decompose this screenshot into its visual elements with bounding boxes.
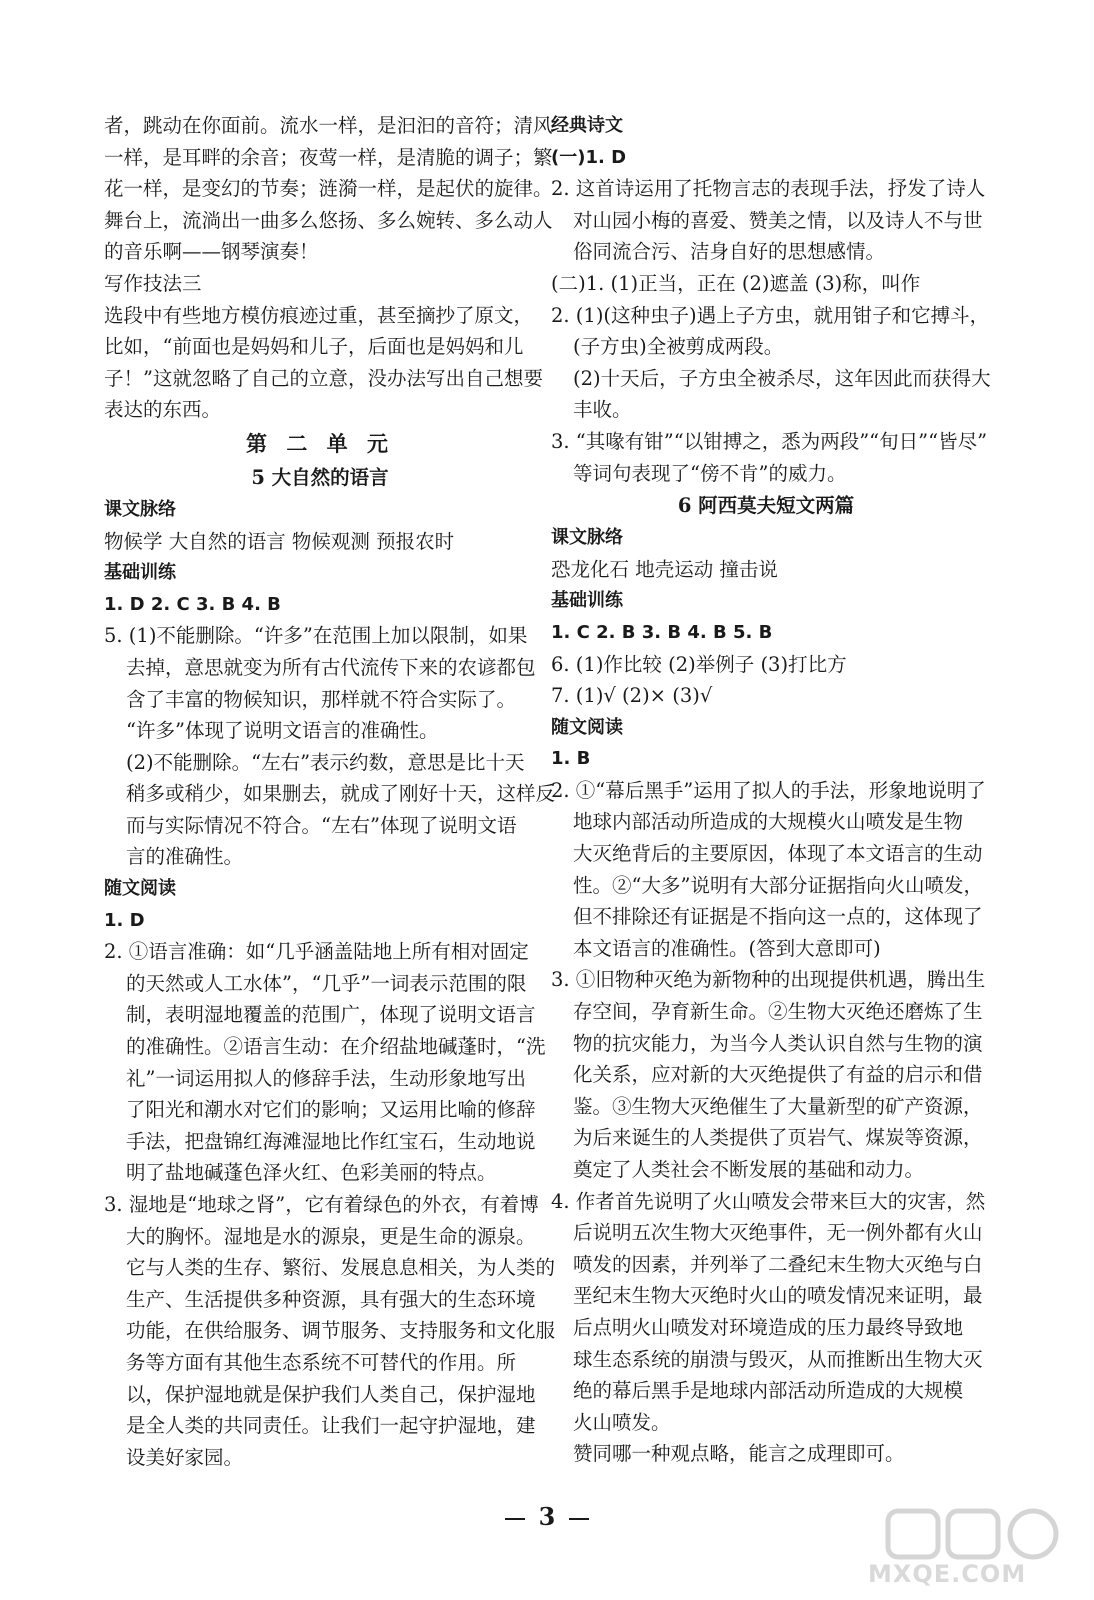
text-line: 它与人类的生存、繁衍、发展息息相关，为人类的 [126, 1256, 556, 1280]
text-line: 了阳光和潮水对它们的影响；又运用比喻的修辞 [126, 1098, 536, 1122]
text-line: 务等方面有其他生态系统不可替代的作用。所 [126, 1350, 517, 1374]
text-line: 4. 作者首先说明了火山喷发会带来巨大的灾害，然 [551, 1189, 986, 1213]
answer-line: 1. B [551, 748, 591, 770]
text-line: 垩纪末生物大灭绝时火山的喷发情况来证明，最 [573, 1284, 983, 1308]
text-line: 是全人类的共同责任。让我们一起守护湿地，建 [126, 1414, 536, 1438]
text-line: 生产、生活提供多种资源，具有强大的生态环境 [126, 1287, 536, 1311]
text-line: 大灭绝背后的主要原因，体现了本文语言的生动 [573, 842, 983, 866]
text-line: 手法，把盘锦红海滩湿地比作红宝石，生动地说 [126, 1129, 536, 1153]
watermark-text: MXQE.COM [868, 1560, 1027, 1588]
text-line: “许多”体现了说明文语言的准确性。 [126, 719, 439, 743]
text-line: 球生态系统的崩溃与毁灭，从而推断出生物大灭 [573, 1347, 983, 1371]
text-line: 言的准确性。 [126, 845, 244, 869]
text-line: 对山园小梅的喜爱、赞美之情，以及诗人不与世 [573, 208, 983, 232]
lesson-title: 6 阿西莫夫短文两篇 [677, 494, 855, 518]
text-line: 6. (1)作比较 (2)举例子 (3)打比方 [551, 652, 847, 676]
text-line: 后点明火山喷发对环境造成的压力最终导致地 [573, 1315, 964, 1339]
text-line: 功能，在供给服务、调节服务、支持服务和文化服 [126, 1319, 556, 1343]
text-line: (2)不能删除。“左右”表示约数，意思是比十天 [126, 750, 525, 774]
text-line: 奠定了人类社会不断发展的基础和动力。 [573, 1158, 925, 1181]
text-line: 绝的幕后黑手是地球内部活动所造成的大规模 [573, 1379, 964, 1403]
page-number-right-dash [569, 1518, 589, 1520]
text-line: (二)1. (1)正当，正在 (2)遮盖 (3)称，叫作 [551, 271, 921, 295]
watermark-logo [868, 1505, 1078, 1590]
text-line: 鉴。③生物大灭绝催生了大量新型的矿产资源， [573, 1094, 983, 1118]
text-line: 稍多或稍少，如果删去，就成了刚好十天，这样反 [126, 782, 556, 806]
answer-line: 1. D 2. C 3. B 4. B [104, 593, 281, 615]
section-heading: 基础训练 [104, 562, 176, 584]
text-line: 物的抗灾能力，为当今人类认识自然与生物的演 [573, 1031, 983, 1055]
text-line: 一样，是耳畔的余音；夜莺一样，是清脆的调子；繁 [104, 145, 553, 169]
text-line: 等词句表现了“傍不肯”的威力。 [573, 461, 847, 485]
section-heading: 基础训练 [551, 590, 623, 612]
section-heading: 随文阅读 [104, 878, 176, 900]
text-line: 2. 这首诗运用了托物言志的表现手法，抒发了诗人 [551, 177, 986, 201]
text-line: 写作技法三 [104, 271, 202, 295]
text-line: 化关系，应对新的大灭绝提供了有益的启示和借 [573, 1063, 983, 1087]
text-line: (子方虫)全被剪成两段。 [573, 335, 784, 359]
text-line: 后说明五次生物大灭绝事件，无一例外都有火山 [573, 1221, 983, 1245]
text-line: 3. “其喙有钳”“以钳搏之，悉为两段”“旬日”“皆尽” [551, 429, 988, 453]
text-line: 花一样，是变幻的节奏；涟漪一样，是起伏的旋律。 [104, 177, 553, 201]
lesson-title: 5 大自然的语言 [251, 465, 389, 489]
text-line: 表达的东西。 [104, 398, 222, 422]
text-line: 但不排除还有证据是不指向这一点的，这体现了 [573, 905, 983, 929]
text-line: 者，跳动在你面前。流水一样，是汩汩的音符；清风 [104, 114, 553, 137]
text-line: 而与实际情况不符合。“左右”体现了说明文语 [126, 813, 517, 837]
text-line: 5. (1)不能删除。“许多”在范围上加以限制，如果 [104, 624, 528, 648]
text-line: 子！”这就忽略了自己的立意，没办法写出自己想要 [104, 366, 543, 390]
text-line: 性。②“大多”说明有大部分证据指向火山喷发， [573, 873, 983, 897]
text-line: 喷发的因素，并列举了二叠纪末生物大灭绝与白 [573, 1252, 983, 1276]
watermark-logo-icon [868, 1505, 1078, 1565]
text-line: 俗同流合污、洁身自好的思想感情。 [573, 240, 886, 264]
text-line: 3. ①旧物种灭绝为新物种的出现提供机遇，腾出生 [551, 968, 986, 992]
answer-line: 1. D [104, 909, 145, 931]
text-line: 赞同哪一种观点略，能言之成理即可。 [573, 1442, 905, 1466]
text-line: 地球内部活动所造成的大规模火山喷发是生物 [573, 810, 964, 834]
page-number-left-dash [505, 1518, 525, 1520]
text-line: (2)十天后，子方虫全被杀尽，这年因此而获得大 [573, 366, 991, 390]
answer-line: 1. C 2. B 3. B 4. B 5. B [551, 621, 773, 643]
text-line: 火山喷发。 [573, 1410, 671, 1434]
text-line: 3. 湿地是“地球之肾”，它有着绿色的外衣，有着博 [104, 1193, 539, 1216]
text-line: 物候学 大自然的语言 物候观测 预报农时 [104, 529, 455, 553]
text-line: 本文语言的准确性。(答到大意即可) [573, 936, 881, 960]
text-line: 丰收。 [573, 398, 632, 422]
text-line: 设美好家园。 [126, 1445, 244, 1469]
right-column [551, 110, 991, 1470]
text-line: 2. (1)(这种虫子)遇上子方虫，就用钳子和它搏斗， [551, 303, 990, 327]
text-line: 大的胸怀。湿地是水的源泉，更是生命的源泉。 [126, 1224, 536, 1248]
text-line: 2. ①“幕后黑手”运用了拟人的手法，形象地说明了 [551, 778, 986, 802]
answer-line: (一)1. D [551, 146, 627, 168]
text-line: 的音乐啊——钢琴演奏！ [104, 240, 319, 264]
text-line: 礼”一词运用拟人的修辞手法，生动形象地写出 [126, 1066, 526, 1090]
text-line: 为后来诞生的人类提供了页岩气、煤炭等资源， [573, 1126, 983, 1150]
text-line: 选段中有些地方模仿痕迹过重，甚至摘抄了原文， [104, 303, 534, 327]
text-line: 去掉，意思就变为所有古代流传下来的农谚都包 [126, 655, 536, 679]
text-line: 的准确性。②语言生动：在介绍盐地碱蓬时，“洗 [126, 1035, 546, 1059]
section-heading: 课文脉络 [104, 498, 176, 520]
text-line: 含了丰富的物候知识，那样就不符合实际了。 [126, 687, 517, 711]
text-line: 存空间，孕育新生命。②生物大灭绝还磨炼了生 [573, 1000, 983, 1024]
text-line: 的天然或人工水体”，“几乎”一词表示范围的限 [126, 971, 527, 995]
text-line: 比如，“前面也是妈妈和儿子，后面也是妈妈和儿 [104, 335, 524, 359]
text-line: 2. ①语言准确：如“几乎涵盖陆地上所有相对固定 [104, 940, 529, 964]
text-line: 7. (1)√ (2)× (3)√ [551, 684, 713, 708]
unit-title: 第 二 单 元 [246, 430, 394, 456]
text-line: 制，表明湿地覆盖的范围广，体现了说明文语言 [126, 1003, 536, 1027]
text-line: 以，保护湿地就是保护我们人类自己，保护湿地 [126, 1382, 536, 1406]
section-heading: 随文阅读 [551, 716, 623, 738]
section-heading: 课文脉络 [551, 527, 623, 549]
text-line: 舞台上，流淌出一曲多么悠扬、多么婉转、多么动人 [104, 208, 553, 232]
text-line: 明了盐地碱蓬色泽火红、色彩美丽的特点。 [126, 1161, 497, 1185]
text-line: 恐龙化石 地壳运动 撞击说 [551, 557, 778, 581]
section-heading: 经典诗文 [551, 115, 623, 136]
left-column [104, 110, 556, 1473]
page-number-value: 3 [538, 1502, 556, 1531]
